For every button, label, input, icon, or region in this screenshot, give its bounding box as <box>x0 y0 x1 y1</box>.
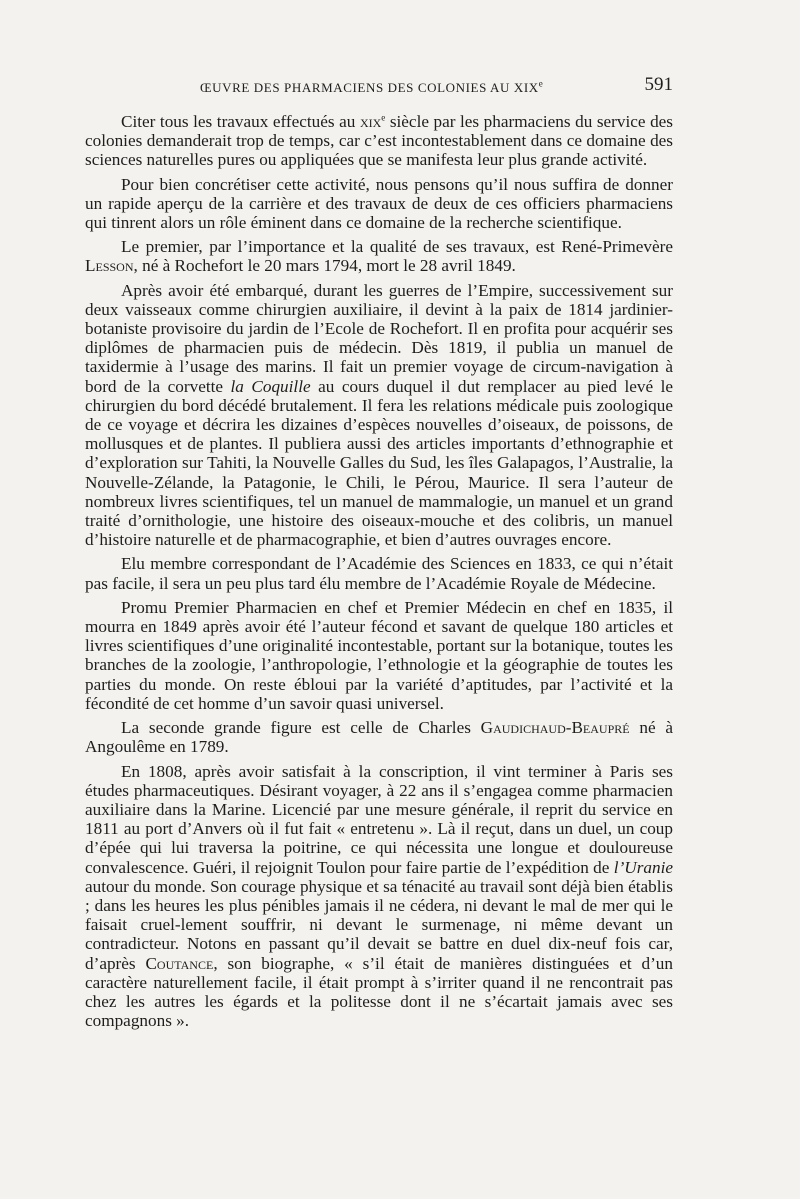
paragraph-6: Promu Premier Pharmacien en chef et Premier Médecin en chef en 1835, il mourra en 1849 après avoir été l’auteur fécond et savant de quelque 180 articles et livres scientifiques d’une originalité incontestable, portant sur la botanique, toutes les branches de la zoologie, l’anthropologie, l’ethnologie et la géographie de toutes les parties du monde. On reste ébloui par la variété d’aptitudes, par l’activité et la fécondité de cet homme d’un savoir quasi universel. <box>85 597 673 713</box>
person-name: Gaudichaud-Beaupré <box>480 718 630 738</box>
paragraph-1: Citer tous les travaux effectués au xix$^e$ siècle par les pharmaciens du service des colonies demanderait trop de temps, car c’est incontestablement dans ce domaine des sciences naturelles pures ou appliquées que se manifesta leur plus grande activité. <box>85 112 673 170</box>
page-header <box>0 74 800 102</box>
person-name: Lesson <box>85 256 134 276</box>
paragraph-7: La seconde grande figure est celle de Charles Gaudichaud-Beaupré né à Angoulême en 1789. <box>85 718 673 757</box>
paragraph-5: Elu membre correspondant de l’Académie des Sciences en 1833, ce qui n’était pas facile, il sera un peu plus tard élu membre de l’Académie Royale de Médecine. <box>85 554 673 593</box>
body-text <box>85 112 673 1035</box>
paragraph-4: Après avoir été embarqué, durant les guerres de l’Empire, successivement sur deux vaisseaux comme chirurgien auxiliaire, il devint à la paix de 1814 jardinier-botaniste provisoire du jardin de l’Ecole de Rochefort. Il en profita pour acquérir ses diplômes de pharmacien puis de médecin. Dès 1819, il publia un manuel de taxidermie à l’usage des marins. Il fait un premier voyage de circum-navigation à bord de la corvette la Coquille au cours duquel il dut remplacer au pied levé le chirurgien du bord décédé brutalement. Il fera les relations médicale puis zoologique de ce voyage et décrira les dizaines d’espèces nouvelles d’oiseaux, de poissons, de mollusques et de plantes. Il publiera aussi des articles importants d’ethnographie et d’exploration sur Tahiti, la Nouvelle Galles du Sud, les îles Galapagos, l’Australie, la Nouvelle-Zélande, la Patagonie, le Chili, le Pérou, Maurice. Il sera l’auteur de nombreux livres scientifiques, tel un manuel de mammalogie, un manuel et un grand traité d’ornithologie, une histoire des oiseaux-mouche et des colibris, un manuel d’histoire naturelle et de pharmacographie, et bien d’autres ouvrages encore. <box>85 280 673 550</box>
running-title: ŒUVRE DES PHARMACIENS DES COLONIES AU XIXe <box>200 78 544 95</box>
paragraph-8: En 1808, après avoir satisfait à la conscription, il vint terminer à Paris ses études pharmaceutiques. Désirant voyager, à 22 ans il s’engagea comme pharmacien auxiliaire dans la Marine. Licencié par une mesure générale, il reprit du service en 1811 au port d’Anvers où il fut fait « entretenu ». Là il reçut, dans un duel, un coup d’épée qui lui traversa la poitrine, ce qui nécessita une longue et douloureuse convalescence. Guéri, il rejoignit Toulon pour faire partie de l’expédition de l’Uranie autour du monde. Son courage physique et sa ténacité au travail sont déjà bien établis ; dans les heures les plus pénibles jamais il ne cédera, ni devant le mal de mer qui le faisait cruel-lement souffrir, ni devant le surmenage, ni même devant un contradicteur. Notons en passant qu’il devait se battre en duel dix-neuf fois car, d’après Coutance, son biographe, « s’il était de manières distinguées et d’un caractère naturellement facile, il était prompt à s’irriter quand il ne rencontrait pas chez les autres les égards et la politesse dont il ne s’écartait jamais avec ses compagnons ». <box>85 761 673 1031</box>
paragraph-3: Le premier, par l’importance et la qualité de ses travaux, est René-Primevère Lesson, né à Rochefort le 20 mars 1794, mort le 28 avril 1849. <box>85 237 673 276</box>
person-name: Coutance <box>145 953 214 973</box>
paragraph-2: Pour bien concrétiser cette activité, nous pensons qu’il nous suffira de donner un rapide aperçu de la carrière et des travaux de deux de ces officiers pharmaciens qui tinrent alors un rôle éminent dans ce domaine de la recherche scientifique. <box>85 174 673 233</box>
ship-name: l’Uranie <box>613 857 673 877</box>
ship-name: la Coquille <box>230 376 311 396</box>
page-number: 591 <box>644 74 673 95</box>
